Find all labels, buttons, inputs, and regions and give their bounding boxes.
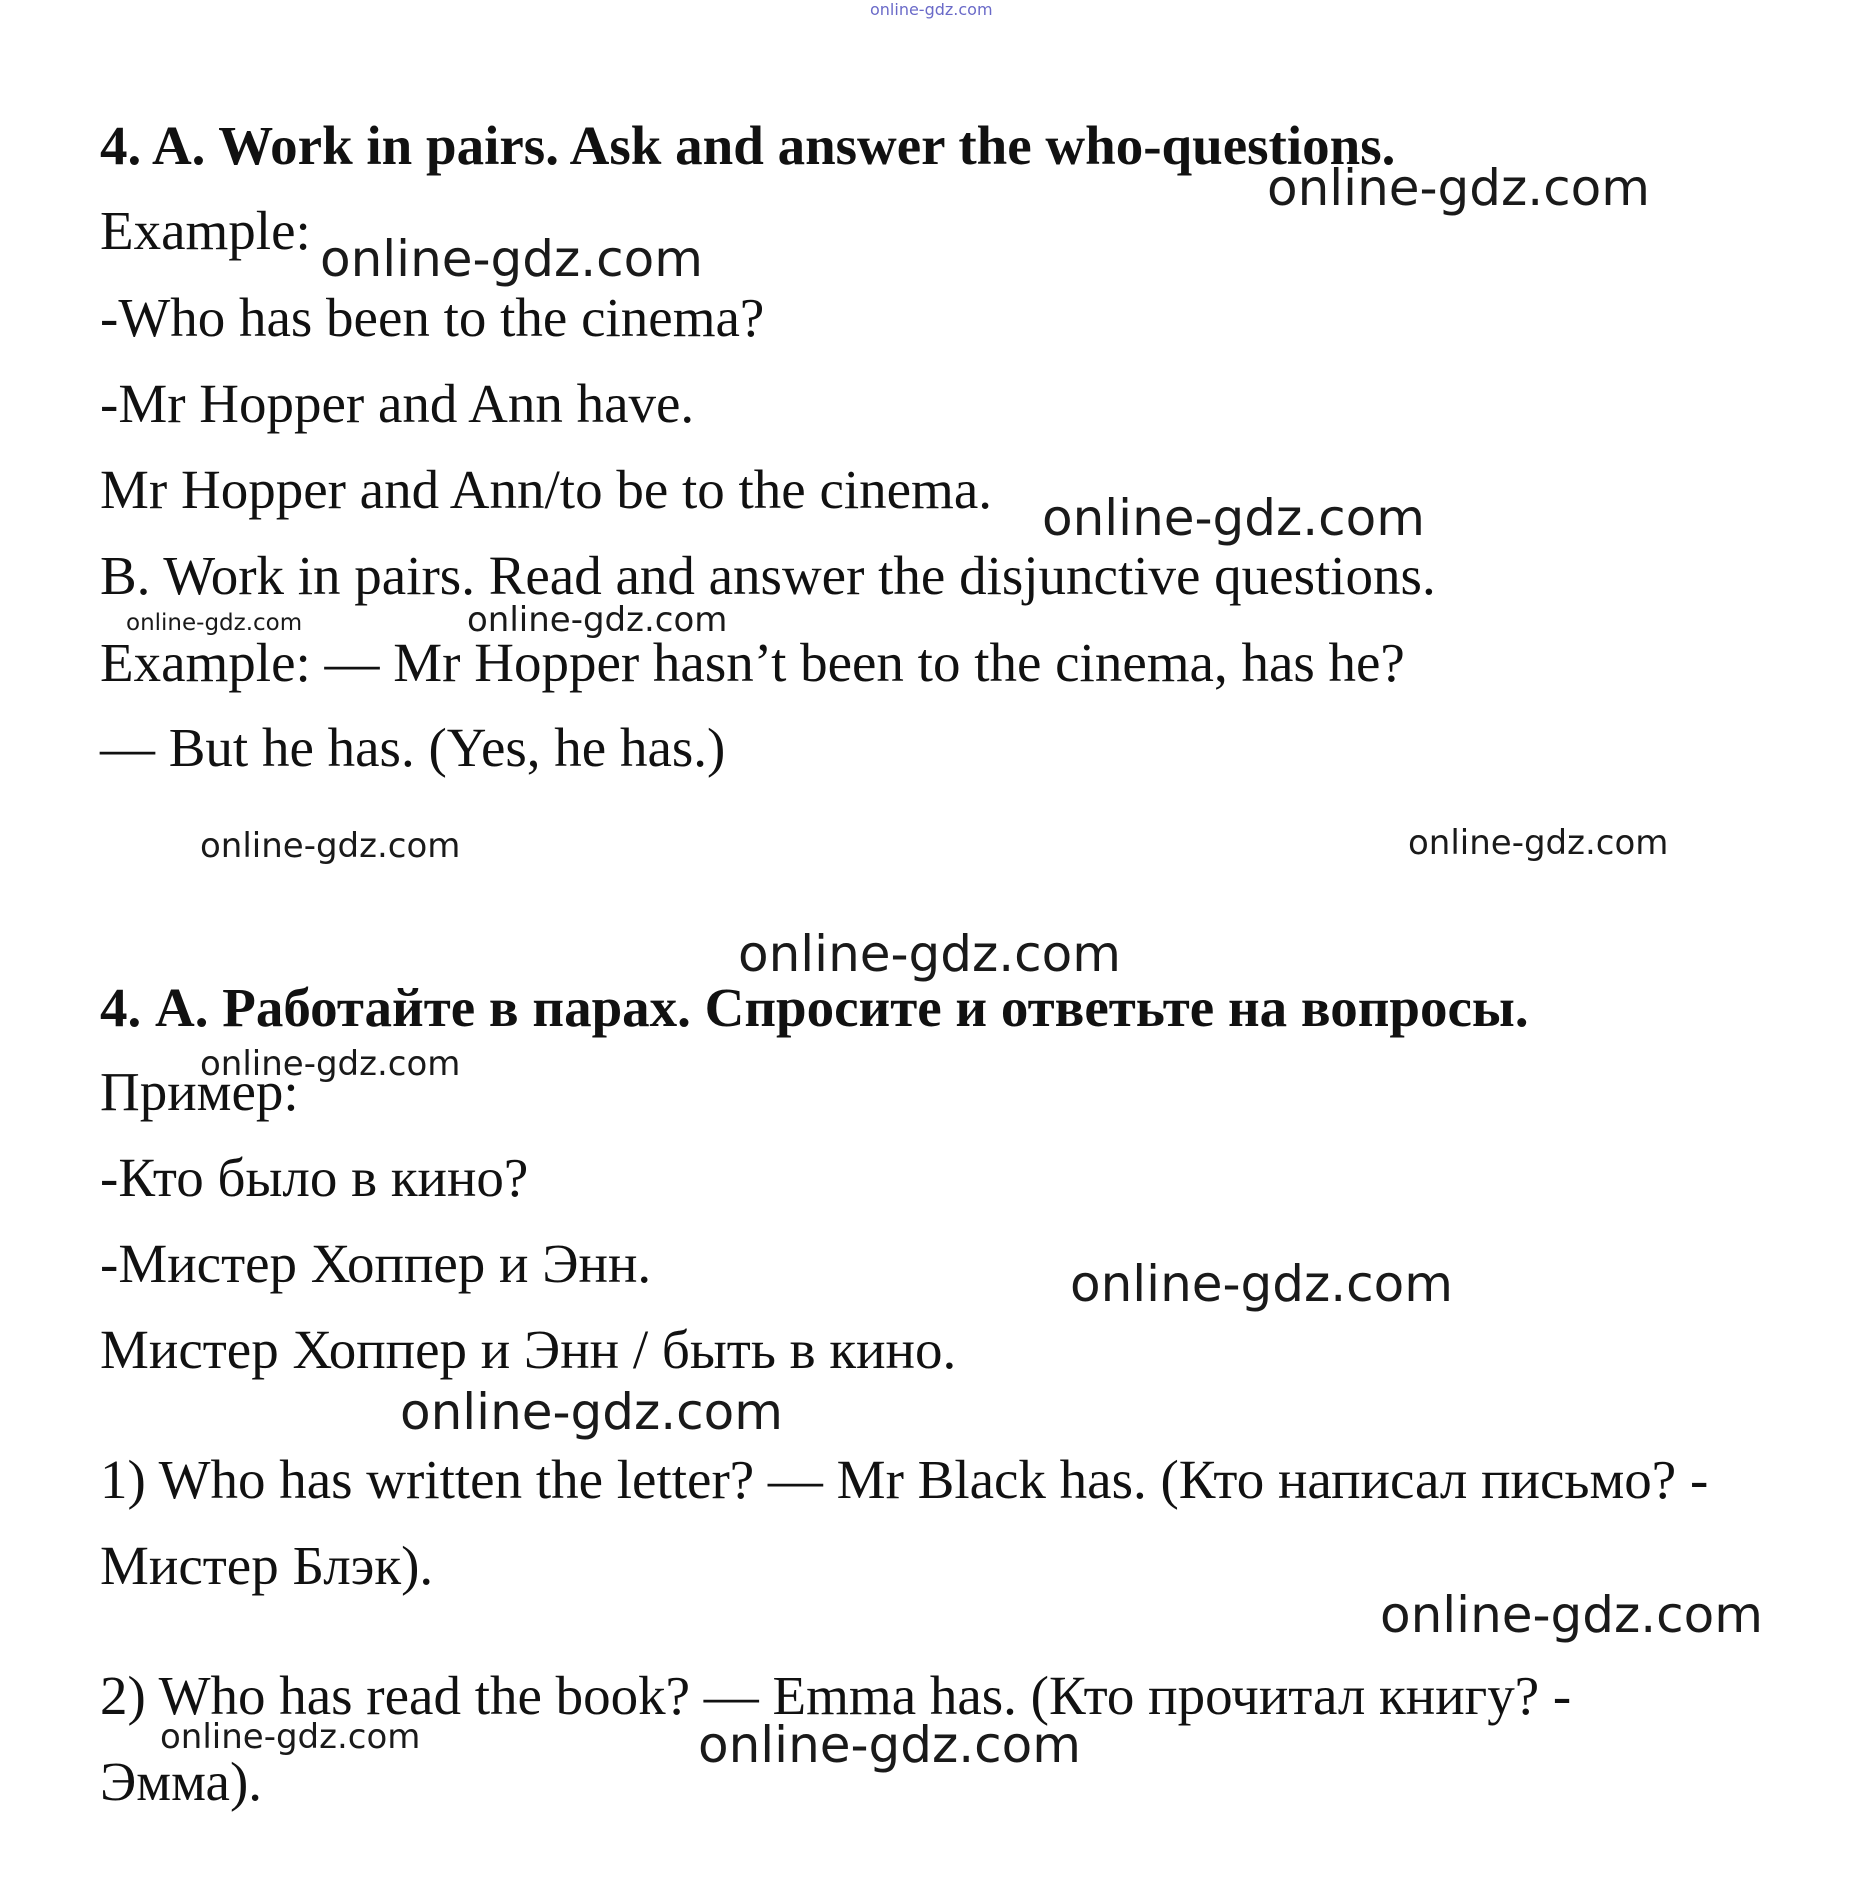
watermark-top: online-gdz.com [870,0,993,19]
watermark-6: online-gdz.com [200,826,461,866]
watermark-4: online-gdz.com [126,610,303,636]
watermark-14: online-gdz.com [698,1716,1081,1774]
watermark-7: online-gdz.com [1408,823,1669,863]
watermark-10: online-gdz.com [1070,1255,1453,1313]
answer-2-line-2: Эмма). [100,1751,263,1812]
watermark-8: online-gdz.com [738,925,1121,983]
russian-answer-1: -Мистер Хоппер и Энн. [100,1233,652,1294]
watermark-13: online-gdz.com [160,1717,421,1757]
watermark-2: online-gdz.com [320,230,703,288]
watermark-11: online-gdz.com [400,1383,783,1441]
watermark-3: online-gdz.com [1042,489,1425,547]
answer-2-line-1: 2) Who has read the book? — Emma has. (Кто прочитал книгу? - [100,1665,1572,1726]
answer-1-line-2: Мистер Блэк). [100,1535,434,1596]
english-part-b: B. Work in pairs. Read and answer the disjunctive questions. [100,545,1436,606]
answer-1-line-1: 1) Who has written the letter? — Mr Black has. (Кто написал письмо? - [100,1449,1709,1510]
english-heading: 4. A. Work in pairs. Ask and answer the who-questions. [100,115,1396,176]
watermark-12: online-gdz.com [1380,1586,1763,1644]
watermark-1: online-gdz.com [1267,159,1650,217]
russian-example-label: Пример: [100,1061,299,1122]
watermark-9: online-gdz.com [200,1044,461,1084]
russian-prompt: Мистер Хоппер и Энн / быть в кино. [100,1319,957,1380]
english-answer-1: -Mr Hopper and Ann have. [100,373,695,434]
watermark-5: online-gdz.com [467,600,728,640]
russian-question-1: -Кто было в кино? [100,1147,529,1208]
english-prompt: Mr Hopper and Ann/to be to the cinema. [100,459,993,520]
russian-heading: 4. А. Работайте в парах. Спросите и ответьте на вопросы. [100,977,1529,1038]
english-example-b: Example: — Mr Hopper hasn’t been to the cinema, has he? [100,632,1405,693]
english-example-label: Example: [100,200,311,261]
english-answer-b: — But he has. (Yes, he has.) [100,717,726,778]
english-question-1: -Who has been to the cinema? [100,287,765,348]
